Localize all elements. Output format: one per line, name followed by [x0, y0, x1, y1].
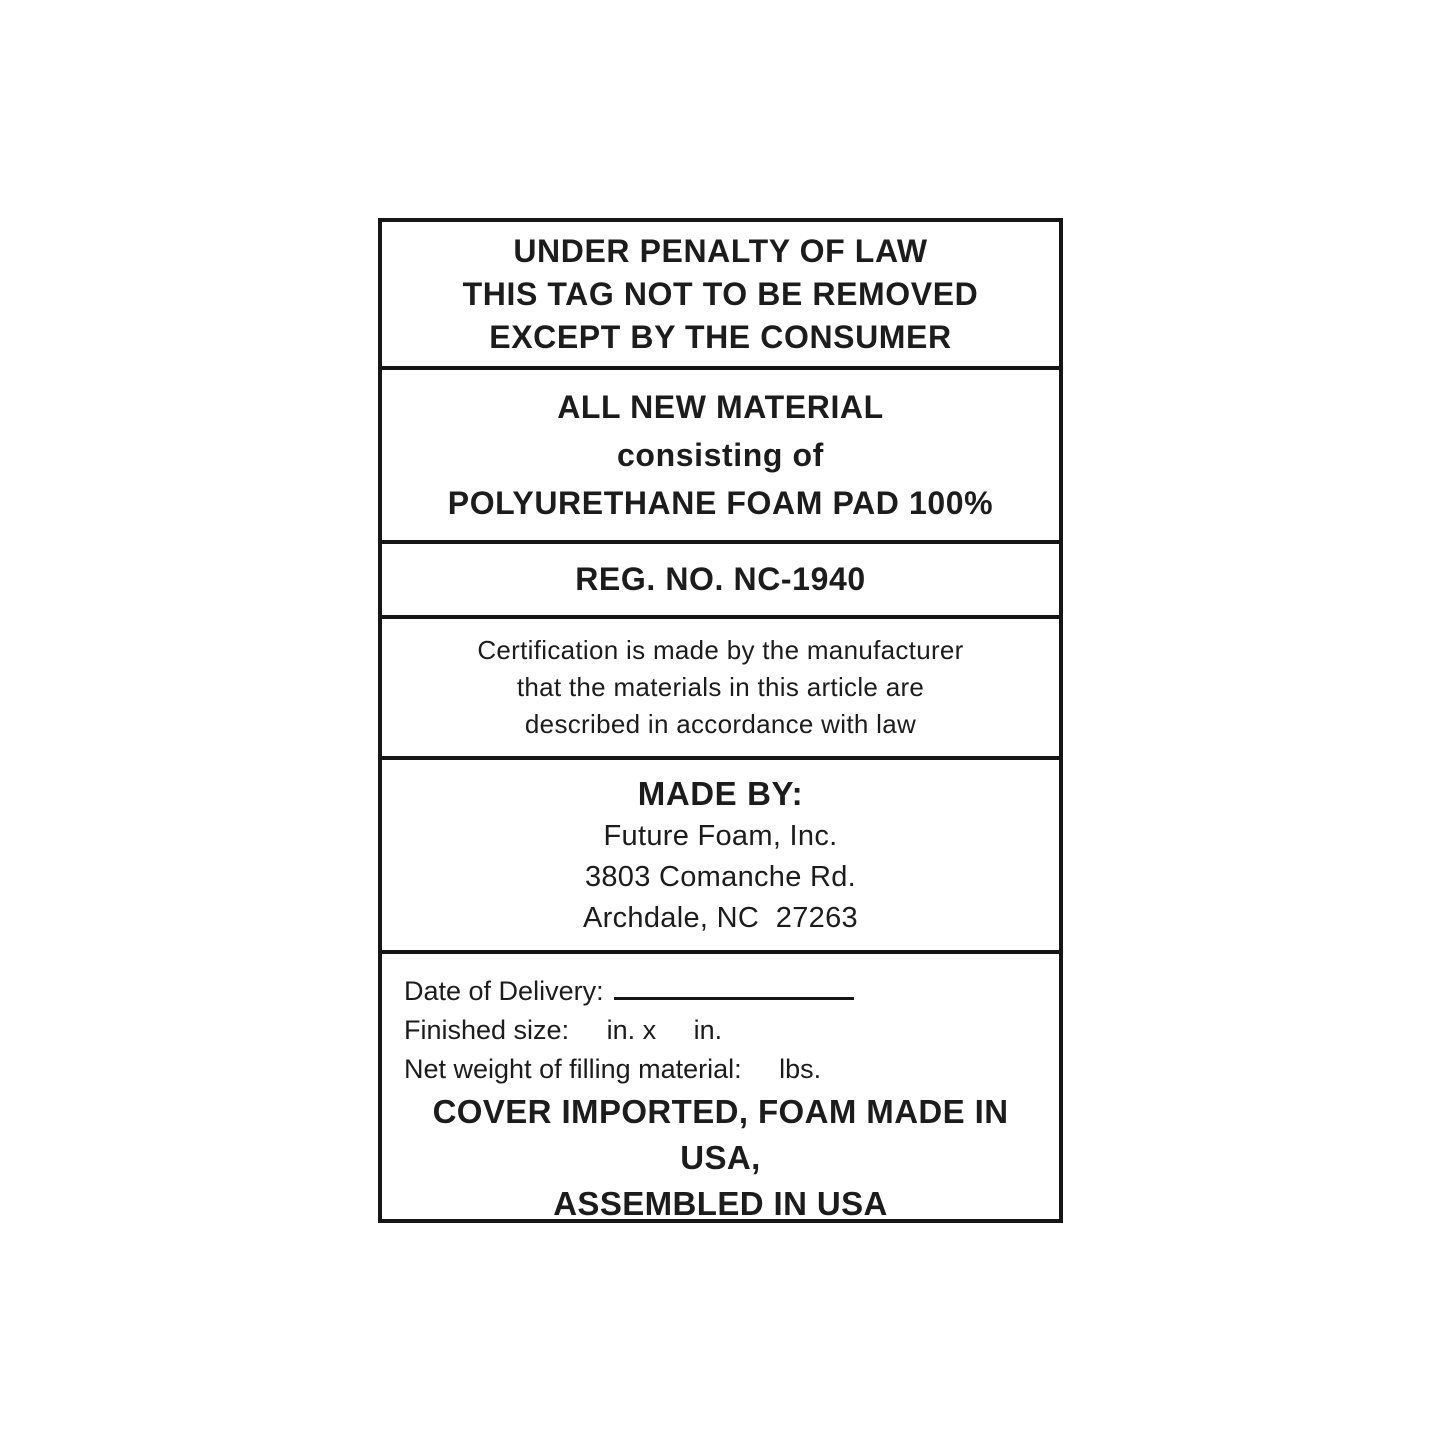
manufacturer-city-state-zip: Archdale, NC 27263 [583, 901, 858, 934]
origin-statement [404, 1089, 1037, 1227]
manufacturer-street: 3803 Comanche Rd. [584, 860, 857, 893]
material-section [382, 370, 1059, 544]
registration-number: REG. NO. NC-1940 [575, 561, 866, 597]
certification-line: described in accordance with law [524, 709, 917, 739]
penalty-line: THIS TAG NOT TO BE REMOVED [462, 275, 979, 312]
certification-line: that the materials in this article are [516, 672, 925, 702]
date-of-delivery-blank [614, 973, 854, 1000]
origin-line: ASSEMBLED IN USA [553, 1185, 888, 1222]
date-of-delivery-line [404, 972, 1037, 1011]
registration-section [382, 544, 1059, 619]
material-line: consisting of [617, 437, 824, 473]
penalty-line: UNDER PENALTY OF LAW [513, 232, 928, 269]
material-line: POLYURETHANE FOAM PAD 100% [447, 485, 994, 521]
origin-line: COVER IMPORTED, FOAM MADE IN USA, [432, 1093, 1019, 1176]
finished-size-line: Finished size: in. x in. [404, 1015, 723, 1045]
details-section [382, 954, 1059, 1241]
manufacturer-name: Future Foam, Inc. [603, 819, 838, 852]
certification-line: Certification is made by the manufacturer [477, 635, 964, 665]
fill-in-fields [404, 972, 1037, 1089]
net-weight-line: Net weight of filling material: lbs. [404, 1054, 822, 1084]
law-label [378, 218, 1063, 1223]
made-by-heading: MADE BY: [637, 774, 804, 812]
certification-section [382, 619, 1059, 760]
material-line: ALL NEW MATERIAL [557, 389, 884, 425]
date-of-delivery-label: Date of Delivery: [404, 976, 604, 1006]
penalty-line: EXCEPT BY THE CONSUMER [489, 318, 952, 355]
penalty-section [382, 222, 1059, 370]
made-by-section [382, 760, 1059, 954]
